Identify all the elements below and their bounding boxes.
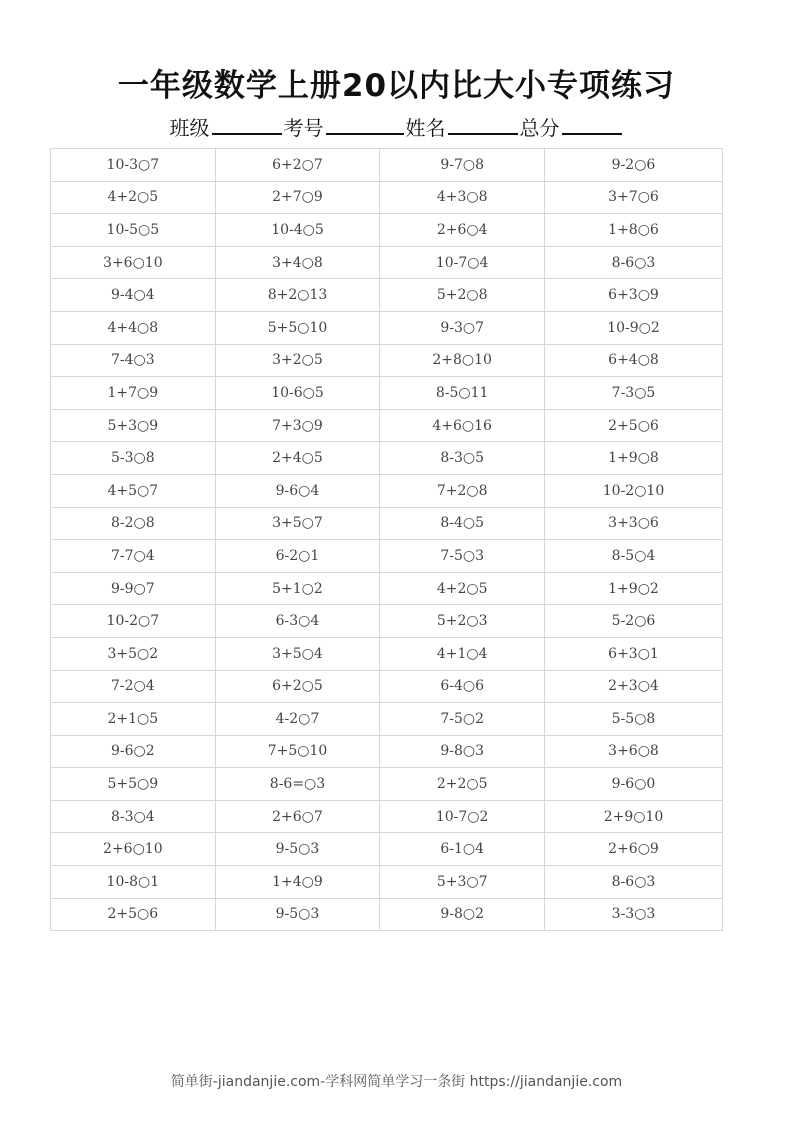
exercise-cell[interactable]: 4+4○8 — [51, 311, 216, 344]
exercise-cell[interactable]: 3+7○6 — [545, 181, 723, 214]
exercise-cell[interactable]: 5-3○8 — [51, 442, 216, 475]
exercise-cell[interactable]: 9-6○2 — [51, 735, 216, 768]
exercise-cell[interactable]: 10-9○2 — [545, 311, 723, 344]
exercise-cell[interactable]: 2+7○9 — [215, 181, 380, 214]
exercise-cell[interactable]: 2+6○9 — [545, 833, 723, 866]
table-row — [51, 735, 723, 768]
exercise-cell[interactable]: 2+6○4 — [380, 214, 545, 247]
exercise-cell[interactable]: 10-6○5 — [215, 377, 380, 410]
exercise-cell[interactable]: 5+5○10 — [215, 311, 380, 344]
exercise-cell[interactable]: 10-7○4 — [380, 246, 545, 279]
exercise-cell[interactable]: 5+1○2 — [215, 572, 380, 605]
exercise-cell[interactable]: 7-5○2 — [380, 703, 545, 736]
class-label: 班级 — [169, 116, 210, 140]
exercise-cell[interactable]: 9-5○3 — [215, 898, 380, 931]
exercise-cell[interactable]: 6+4○8 — [545, 344, 723, 377]
exercise-cell[interactable]: 8-6○3 — [545, 246, 723, 279]
exercise-cell[interactable]: 10-2○7 — [51, 605, 216, 638]
exercise-cell[interactable]: 2+8○10 — [380, 344, 545, 377]
exercise-cell[interactable]: 9-9○7 — [51, 572, 216, 605]
table-row — [51, 377, 723, 410]
exercise-cell[interactable]: 9-8○2 — [380, 898, 545, 931]
exercise-cell[interactable]: 1+9○8 — [545, 442, 723, 475]
table-row — [51, 898, 723, 931]
exercise-cell[interactable]: 8-2○8 — [51, 507, 216, 540]
exercise-cell[interactable]: 2+5○6 — [545, 409, 723, 442]
exercise-cell[interactable]: 6-3○4 — [215, 605, 380, 638]
exercise-cell[interactable]: 2+2○5 — [380, 768, 545, 801]
exercise-cell[interactable]: 8-3○4 — [51, 800, 216, 833]
exercise-cell[interactable]: 6+3○9 — [545, 279, 723, 312]
exercise-cell[interactable]: 3+5○7 — [215, 507, 380, 540]
exercise-cell[interactable]: 5+3○7 — [380, 866, 545, 899]
exercise-cell[interactable]: 8-4○5 — [380, 507, 545, 540]
exercise-cell[interactable]: 10-5○5 — [51, 214, 216, 247]
exercise-cell[interactable]: 2+6○7 — [215, 800, 380, 833]
exercise-cell[interactable]: 7-4○3 — [51, 344, 216, 377]
exercise-cell[interactable]: 4+6○16 — [380, 409, 545, 442]
exercise-cell[interactable]: 1+4○9 — [215, 866, 380, 899]
exercise-cell[interactable]: 3+5○4 — [215, 637, 380, 670]
exercise-cell[interactable]: 4+3○8 — [380, 181, 545, 214]
exercise-cell[interactable]: 7+3○9 — [215, 409, 380, 442]
exercise-cell[interactable]: 5+3○9 — [51, 409, 216, 442]
table-row — [51, 703, 723, 736]
exercise-cell[interactable]: 9-7○8 — [380, 149, 545, 182]
exercise-cell[interactable]: 6+3○1 — [545, 637, 723, 670]
exercise-cell[interactable]: 3+3○6 — [545, 507, 723, 540]
table-row — [51, 572, 723, 605]
table-row — [51, 409, 723, 442]
table-row — [51, 474, 723, 507]
exercise-cell[interactable]: 7+2○8 — [380, 474, 545, 507]
exercise-cell[interactable]: 9-2○6 — [545, 149, 723, 182]
exercise-cell[interactable]: 3-3○3 — [545, 898, 723, 931]
table-row — [51, 311, 723, 344]
score-label: 总分 — [519, 116, 560, 140]
exercise-cell[interactable]: 1+8○6 — [545, 214, 723, 247]
exercise-cell[interactable]: 6-4○6 — [380, 670, 545, 703]
class-blank[interactable] — [212, 113, 282, 135]
exercise-cell[interactable]: 5+2○3 — [380, 605, 545, 638]
table-row — [51, 768, 723, 801]
table-row — [51, 833, 723, 866]
exercise-cell[interactable]: 2+9○10 — [545, 800, 723, 833]
table-row — [51, 279, 723, 312]
exercise-cell[interactable]: 7-3○5 — [545, 377, 723, 410]
table-row — [51, 670, 723, 703]
exercise-cell[interactable]: 10-7○2 — [380, 800, 545, 833]
exercise-table — [50, 148, 723, 931]
table-row — [51, 605, 723, 638]
exercise-cell[interactable]: 9-6○0 — [545, 768, 723, 801]
exercise-cell[interactable]: 5+2○8 — [380, 279, 545, 312]
exercise-cell[interactable]: 10-4○5 — [215, 214, 380, 247]
exercise-cell[interactable]: 2+4○5 — [215, 442, 380, 475]
table-row — [51, 149, 723, 182]
footer-watermark: 简单街-jiandanjie.com-学科网简单学习一条街 https://jiandanjie.com — [170, 1074, 623, 1090]
exercise-cell[interactable]: 2+6○10 — [51, 833, 216, 866]
exercise-cell[interactable]: 8-6=○3 — [215, 768, 380, 801]
exercise-cell[interactable]: 5+5○9 — [51, 768, 216, 801]
name-blank[interactable] — [448, 113, 518, 135]
table-row — [51, 540, 723, 573]
exercise-cell[interactable]: 8-3○5 — [380, 442, 545, 475]
score-blank[interactable] — [562, 113, 622, 135]
exercise-cell[interactable]: 7-5○3 — [380, 540, 545, 573]
table-row — [51, 866, 723, 899]
exercise-cell[interactable]: 4+2○5 — [380, 572, 545, 605]
table-row — [51, 344, 723, 377]
exercise-cell[interactable]: 9-4○4 — [51, 279, 216, 312]
exercise-cell[interactable]: 2+5○6 — [51, 898, 216, 931]
exercise-cell[interactable]: 7+5○10 — [215, 735, 380, 768]
exercise-cell[interactable]: 8+2○13 — [215, 279, 380, 312]
table-row — [51, 214, 723, 247]
exercise-cell[interactable]: 2+3○4 — [545, 670, 723, 703]
exercise-cell[interactable]: 4+1○4 — [380, 637, 545, 670]
table-row — [51, 800, 723, 833]
page-title: 一年级数学上册20以内比大小专项练习 — [117, 68, 676, 104]
exercise-cell[interactable]: 8-5○11 — [380, 377, 545, 410]
exercise-cell[interactable]: 4+2○5 — [51, 181, 216, 214]
exercise-cell[interactable]: 10-8○1 — [51, 866, 216, 899]
exercise-cell[interactable]: 3+6○10 — [51, 246, 216, 279]
exercise-cell[interactable]: 10-3○7 — [51, 149, 216, 182]
exercise-cell[interactable]: 3+2○5 — [215, 344, 380, 377]
exam-number-blank[interactable] — [326, 113, 404, 135]
exercise-cell[interactable]: 6+2○7 — [215, 149, 380, 182]
exercise-cell[interactable]: 4-2○7 — [215, 703, 380, 736]
student-info-line — [0, 112, 793, 141]
table-row — [51, 507, 723, 540]
exercise-cell[interactable]: 9-6○4 — [215, 474, 380, 507]
exercise-cell[interactable]: 8-6○3 — [545, 866, 723, 899]
exercise-cell[interactable]: 6+2○5 — [215, 670, 380, 703]
exercise-cell[interactable]: 1+9○2 — [545, 572, 723, 605]
exercise-cell[interactable]: 7-7○4 — [51, 540, 216, 573]
exercise-cell[interactable]: 5-5○8 — [545, 703, 723, 736]
exercise-cell[interactable]: 9-5○3 — [215, 833, 380, 866]
exercise-cell[interactable]: 3+5○2 — [51, 637, 216, 670]
table-row — [51, 442, 723, 475]
exercise-cell[interactable]: 9-3○7 — [380, 311, 545, 344]
table-row — [51, 181, 723, 214]
exercise-cell[interactable]: 9-8○3 — [380, 735, 545, 768]
exam-number-label: 考号 — [283, 116, 324, 140]
exercise-cell[interactable]: 8-5○4 — [545, 540, 723, 573]
exercise-cell[interactable]: 2+1○5 — [51, 703, 216, 736]
exercise-cell[interactable]: 7-2○4 — [51, 670, 216, 703]
exercise-cell[interactable]: 5-2○6 — [545, 605, 723, 638]
exercise-cell[interactable]: 4+5○7 — [51, 474, 216, 507]
exercise-cell[interactable]: 10-2○10 — [545, 474, 723, 507]
table-row — [51, 637, 723, 670]
exercise-cell[interactable]: 3+6○8 — [545, 735, 723, 768]
table-row — [51, 246, 723, 279]
exercise-cell[interactable]: 6-2○1 — [215, 540, 380, 573]
exercise-cell[interactable]: 1+7○9 — [51, 377, 216, 410]
exercise-cell[interactable]: 3+4○8 — [215, 246, 380, 279]
exercise-cell[interactable]: 6-1○4 — [380, 833, 545, 866]
name-label: 姓名 — [405, 116, 446, 140]
